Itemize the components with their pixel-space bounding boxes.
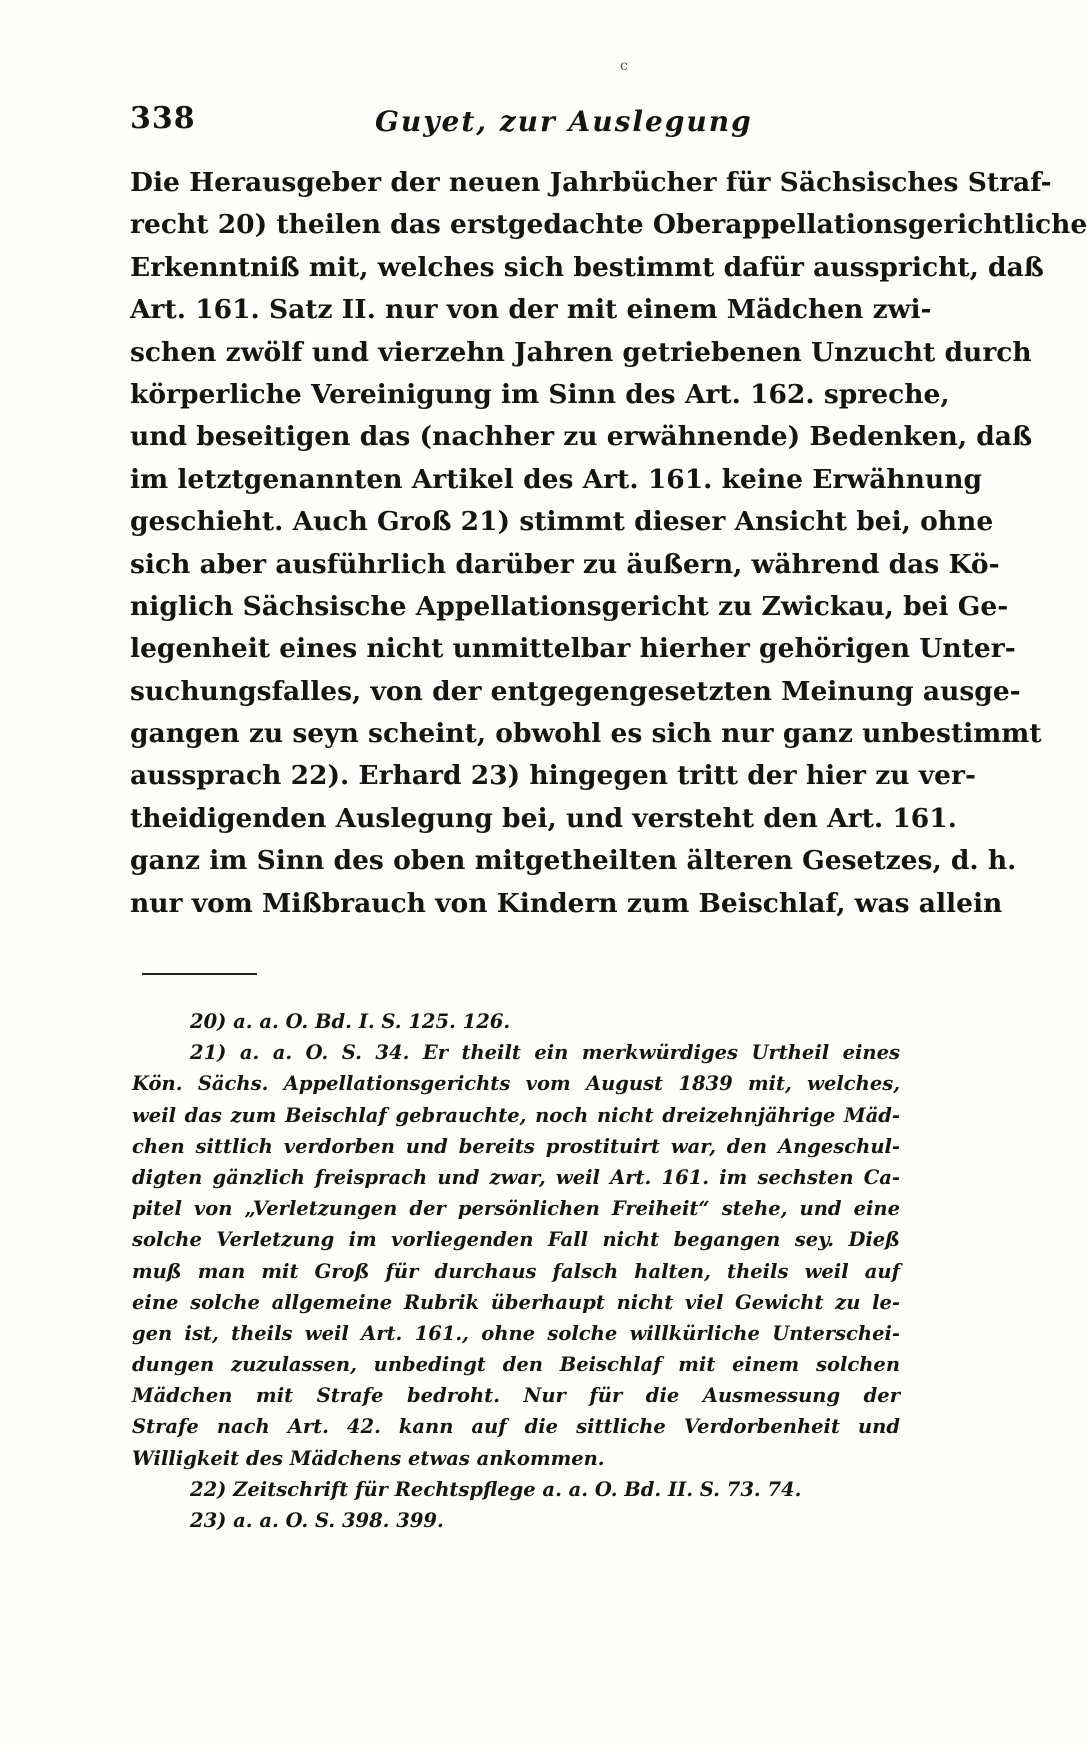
body-line: niglich Sächsische Appellationsgericht zu Zwickau, bei Ge-: [130, 590, 1009, 622]
body-line: nur vom Mißbrauch von Kindern zum Beischlaf, was allein: [130, 887, 1003, 919]
footnote-line: Willigkeit des Mädchens etwas ankommen.: [132, 1446, 605, 1470]
footnote-line: 20) a. a. O. Bd. I. S. 125. 126.: [190, 1010, 511, 1033]
footnotes: [132, 1006, 900, 1536]
body-line: legenheit eines nicht unmittelbar hierher gehörigen Unter-: [130, 633, 1016, 665]
footnote-line: gen ist, theils weil Art. 161., ohne solche willkürliche Unterschei-: [132, 1321, 900, 1345]
running-head: [125, 95, 905, 145]
body-line: schen zwölf und vierzehn Jahren getriebenen Unzucht durch: [130, 336, 1032, 368]
footnote-rule: [142, 973, 257, 975]
footnote-line: Strafe nach Art. 42. kann auf die sittliche Verdorbenheit und: [132, 1415, 900, 1439]
footnote-line: muß man mit Groß für durchaus falsch halten, theils weil auf: [132, 1259, 900, 1283]
footnote-line: pitel von „Verletzungen der persönlichen Freiheit“ stehe, und eine: [132, 1197, 900, 1221]
page-number: 338: [130, 101, 196, 136]
main-text: [130, 162, 1087, 925]
body-line: aussprach 22). Erhard 23) hingegen tritt der hier zu ver-: [130, 760, 976, 792]
body-line: Art. 161. Satz II. nur von der mit einem Mädchen zwi-: [130, 294, 932, 326]
body-line: geschieht. Auch Groß 21) stimmt dieser Ansicht bei, ohne: [130, 506, 994, 538]
body-line: gangen zu seyn scheint, obwohl es sich nur ganz unbestimmt: [130, 718, 1042, 750]
body-line: körperliche Vereinigung im Sinn des Art. 162. spreche,: [130, 378, 950, 410]
footnote-line: dungen zuzulassen, unbedingt den Beischlaf mit einem solchen: [132, 1353, 900, 1377]
footnote-line: Mädchen mit Strafe bedroht. Nur für die Ausmessung der: [132, 1384, 900, 1408]
body-line: im letztgenannten Artikel des Art. 161. keine Erwähnung: [130, 463, 982, 495]
footnote-line: chen sittlich verdorben und bereits prostituirt war, den Angeschul-: [132, 1134, 900, 1158]
footnote-line: digten gänzlich freisprach und zwar, weil Art. 161. im sechsten Ca-: [132, 1165, 900, 1189]
body-line: Erkenntniß mit, welches sich bestimmt dafür ausspricht, daß: [130, 251, 1044, 283]
running-title: Guyet, zur Auslegung: [375, 105, 753, 138]
footnote-line: 22) Zeitschrift für Rechtspflege a. a. O. Bd. II. S. 73. 74.: [190, 1477, 802, 1501]
footnote-line: eine solche allgemeine Rubrik überhaupt nicht viel Gewicht zu le-: [132, 1290, 900, 1314]
body-line: ganz im Sinn des oben mitgetheilten älteren Gesetzes, d. h.: [130, 845, 1017, 877]
footnote-line: solche Verletzung im vorliegenden Fall nicht begangen sey. Dieß: [132, 1228, 900, 1252]
body-line: suchungsfalles, von der entgegengesetzten Meinung ausge-: [130, 675, 1021, 707]
body-line: und beseitigen das (nachher zu erwähnende) Bedenken, daß: [130, 421, 1033, 453]
stray-mark: c: [620, 58, 628, 74]
footnote-line: weil das zum Beischlaf gebrauchte, noch nicht dreizehnjährige Mäd-: [132, 1103, 900, 1127]
body-line: Die Herausgeber der neuen Jahrbücher für Sächsisches Straf-: [130, 167, 1052, 198]
footnote-line: Kön. Sächs. Appellationsgerichts vom August 1839 mit, welches,: [132, 1072, 900, 1096]
body-line: sich aber ausführlich darüber zu äußern, während das Kö-: [130, 548, 1000, 580]
body-line: theidigenden Auslegung bei, und versteht den Art. 161.: [130, 802, 957, 834]
footnote-line: 23) a. a. O. S. 398. 399.: [190, 1509, 444, 1532]
body-line: recht 20) theilen das erstgedachte Oberappellationsgerichtliche: [130, 209, 1087, 241]
footnote-line: 21) a. a. O. S. 34. Er theilt ein merkwürdiges Urtheil eines: [190, 1041, 900, 1065]
